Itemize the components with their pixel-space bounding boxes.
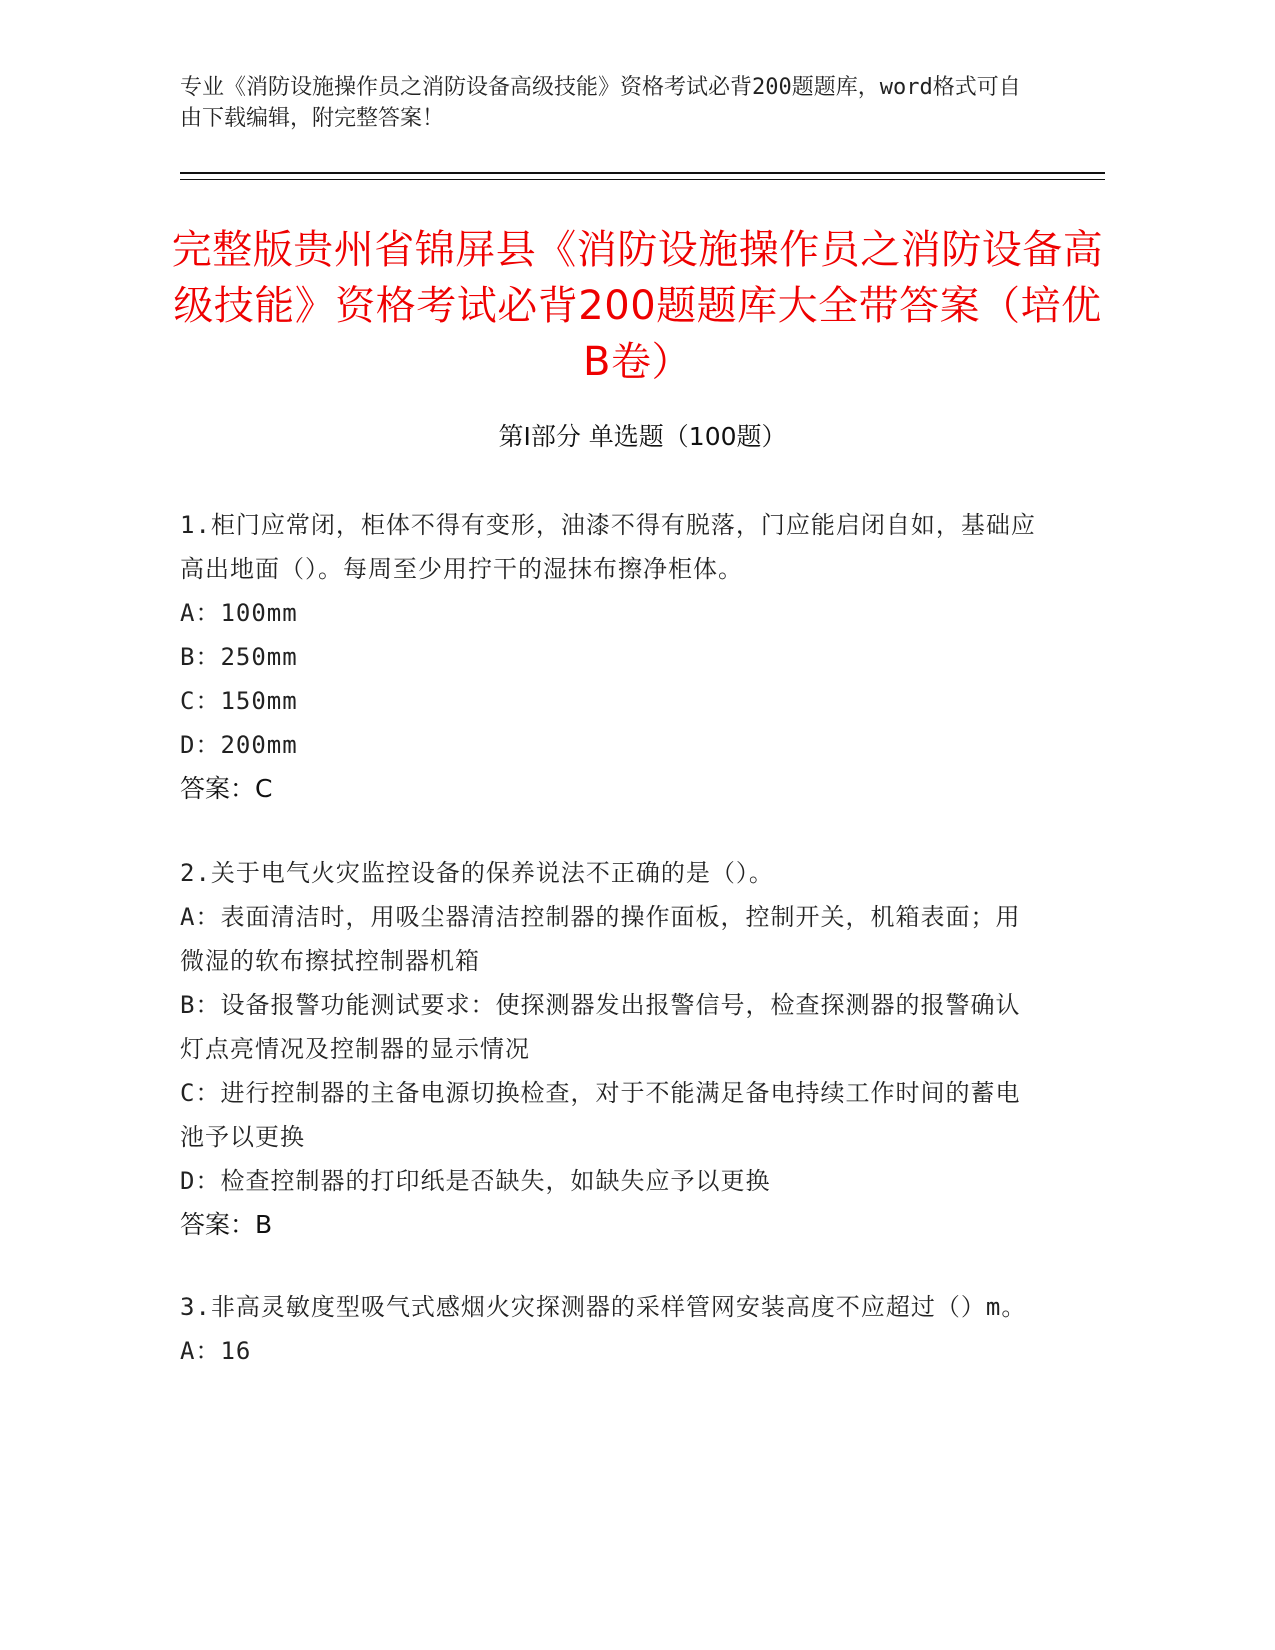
section-heading: 第I部分 单选题（100题） (498, 422, 787, 451)
option-c: C：150mm (180, 687, 298, 715)
question-1 (180, 503, 1040, 811)
header-rule-thick (180, 172, 1105, 174)
question-3 (180, 1285, 1040, 1373)
question-stem: 2.关于电气火灾监控设备的保养说法不正确的是（）。 (180, 859, 774, 887)
option-a: A：100mm (180, 599, 298, 627)
option-d: D：200mm (180, 731, 298, 759)
question-stem: 3.非高灵敏度型吸气式感烟火灾探测器的采样管网安装高度不应超过（）m。 (180, 1293, 1027, 1321)
header-rule-thin (180, 179, 1105, 180)
question-2 (180, 851, 1040, 1247)
answer-line: 答案：C (180, 774, 273, 803)
header-note: 专业《消防设施操作员之消防设备高级技能》资格考试必背200题题库，word格式可自由下载编辑，附完整答案！ (180, 75, 1021, 131)
option-a: A：表面清洁时，用吸尘器清洁控制器的操作面板，控制开关，机箱表面；用微湿的软布擦拭控制器机箱 (180, 903, 1021, 975)
option-a: A：16 (180, 1337, 252, 1365)
option-c: C：进行控制器的主备电源切换检查，对于不能满足备电持续工作时间的蓄电池予以更换 (180, 1079, 1021, 1151)
answer-line: 答案：B (180, 1210, 273, 1239)
option-d: D：检查控制器的打印纸是否缺失，如缺失应予以更换 (180, 1167, 771, 1195)
document-title: 完整版贵州省锦屏县《消防设施操作员之消防设备高级技能》资格考试必背200题题库大全带答案（培优B卷） (171, 227, 1104, 385)
question-stem: 1.柜门应常闭，柜体不得有变形，油漆不得有脱落，门应能启闭自如，基础应高出地面（）。每周至少用拧干的湿抹布擦净柜体。 (180, 511, 1036, 583)
option-b: B：设备报警功能测试要求：使探测器发出报警信号，检查探测器的报警确认灯点亮情况及控制器的显示情况 (180, 991, 1021, 1063)
option-b: B：250mm (180, 643, 298, 671)
